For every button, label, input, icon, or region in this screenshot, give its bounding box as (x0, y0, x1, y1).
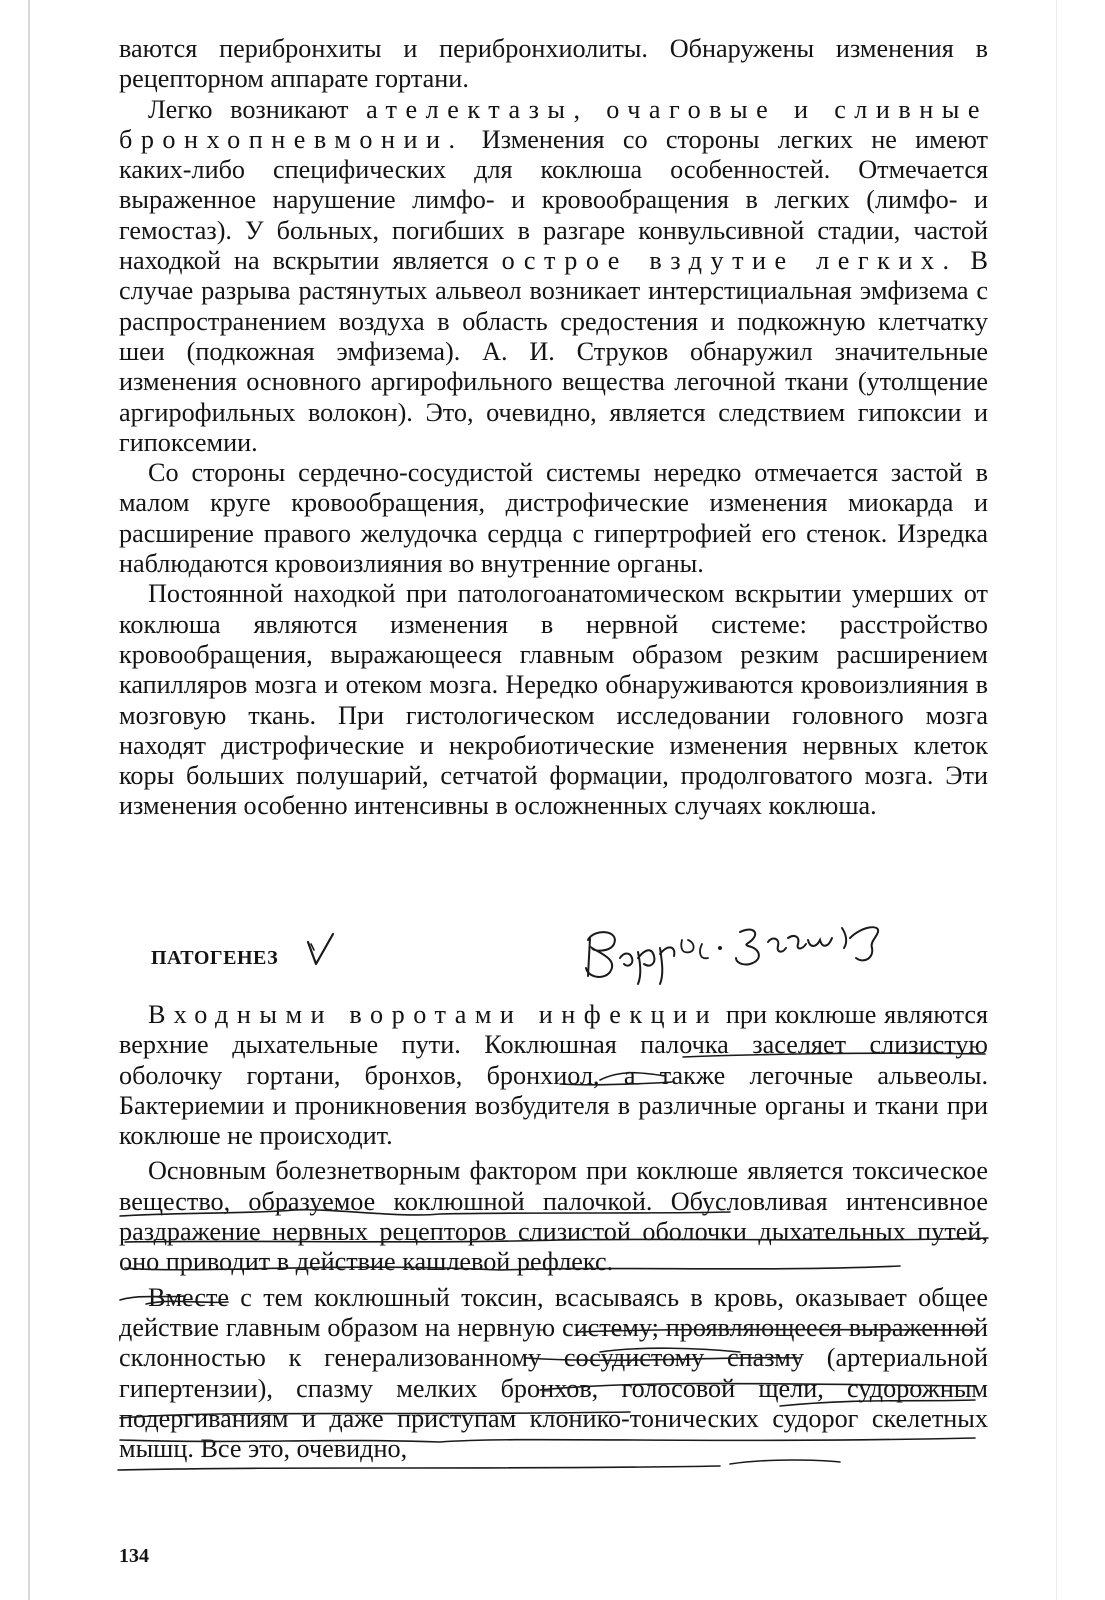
paragraph-nervous-system: Постоянной находкой при патологоанатомическом вскрытии умерших от коклюша являются изменения в нервной системе: расстройство кровообращения, выражающееся главным образом резким расширением капилляров мозга и отеком мозга. Нередко обнаруживаются кровоизлияния в мозговую ткань. При гистологическом исследовании головного мозга находят дистрофические и некробиотические изменения нервных клеток коры больших полушарий, сетчатой формации, продолговатого мозга. Эти изменения особенно интенсивны в осложненных случаях коклюша. (119, 579, 988, 821)
page-number: 134 (119, 1545, 149, 1567)
term-entry-gate: Входными воротами инфекции (148, 1000, 719, 1029)
handwritten-margin-note (580, 918, 910, 988)
term-confluent-bronchopneumonia: сливные бронхопневмонии. (119, 94, 988, 154)
section-heading-pathogenesis: ПАТОГЕНЕЗ (151, 947, 279, 969)
lower-text-block (119, 1000, 988, 1464)
paragraph-intro-fragment: ваются перибронхиты и перибронхиолиты. Обнаружены изменения в рецепторном аппарате гортани. (119, 34, 988, 94)
entry-gate-tail: при коклюше являются верхние дыхательные пути. Коклюшная палочка заселяет слизистую оболочку гортани, бронхов, бронхиол, а также легочные альвеолы. Бактериемии и проникновения возбудителя в различные органы и ткани при коклюше не происходит. (119, 1000, 988, 1151)
paragraph-lungs (119, 95, 988, 459)
paragraph-general-action: Вместе с тем коклюшный токсин, всасываясь в кровь, оказывает общее действие главным образом на нервную систему; проявляющееся выраженной склонностью к генерализованному сосудистому спазму (артериальной гипертензии), спазму мелких бронхов, голосовой щели, судорожным подергиваниям и даже приступам клонико-тонических судорог скелетных мышц. Все это, очевидно, (119, 1282, 988, 1464)
scan-edge-right (1056, 0, 1057, 1600)
scan-edge-left (28, 0, 30, 1600)
term-atelectasis: ателектазы, (366, 94, 589, 124)
lungs-body: Изменения со стороны легких не имеют каких-либо специфических для коклюша особенностей. Отмечается выраженное нарушение лимфо- и кровообращения в легких (лимфо- и гемостаз). У больных, погибших в разгаре конвульсивной стадии, частой находкой на вскрытии является (119, 124, 988, 276)
handwritten-check-mark (302, 930, 342, 970)
term-and: и (793, 94, 817, 124)
upper-text-block (119, 34, 988, 822)
lungs-tail: В случае разрыва растянутых альвеол возникает интерстициальная эмфизема с распространением воздуха в область средостения и подкожную клетчатку шеи (подкожная эмфизема). А. И. Струков обнаружил значительные изменения основного аргирофильного вещества легочной ткани (утолщение аргирофильных волокон). Это, очевидно, является следствием гипоксии и гипоксемии. (119, 246, 988, 457)
lungs-gap-3 (816, 95, 834, 124)
lungs-gap-2 (776, 95, 794, 124)
lungs-gap-1 (589, 95, 607, 124)
paragraph-heart: Со стороны сердечно-сосудистой системы нередко отмечается застой в малом круге кровообращения, дистрофические изменения миокарда и расширение правого желудочка сердца с гипертрофией его стенок. Изредка наблюдаются кровоизлияния во внутренние органы. (119, 458, 988, 579)
term-acute-emphysema: острое вздутие легких. (501, 246, 958, 276)
term-focal: очаговые (606, 94, 777, 124)
paragraph-entry-gate (119, 1000, 988, 1151)
lungs-lead: Легко возникают (148, 94, 367, 124)
paragraph-toxin: Основным болезнетворным фактором при коклюше является токсическое вещество, образуемое коклюшной палочкой. Обусловливая интенсивное раздражение нервных рецепторов слизистой оболочки дыхательных путей, оно приводит в действие кашлевой рефлекс. (119, 1156, 988, 1277)
